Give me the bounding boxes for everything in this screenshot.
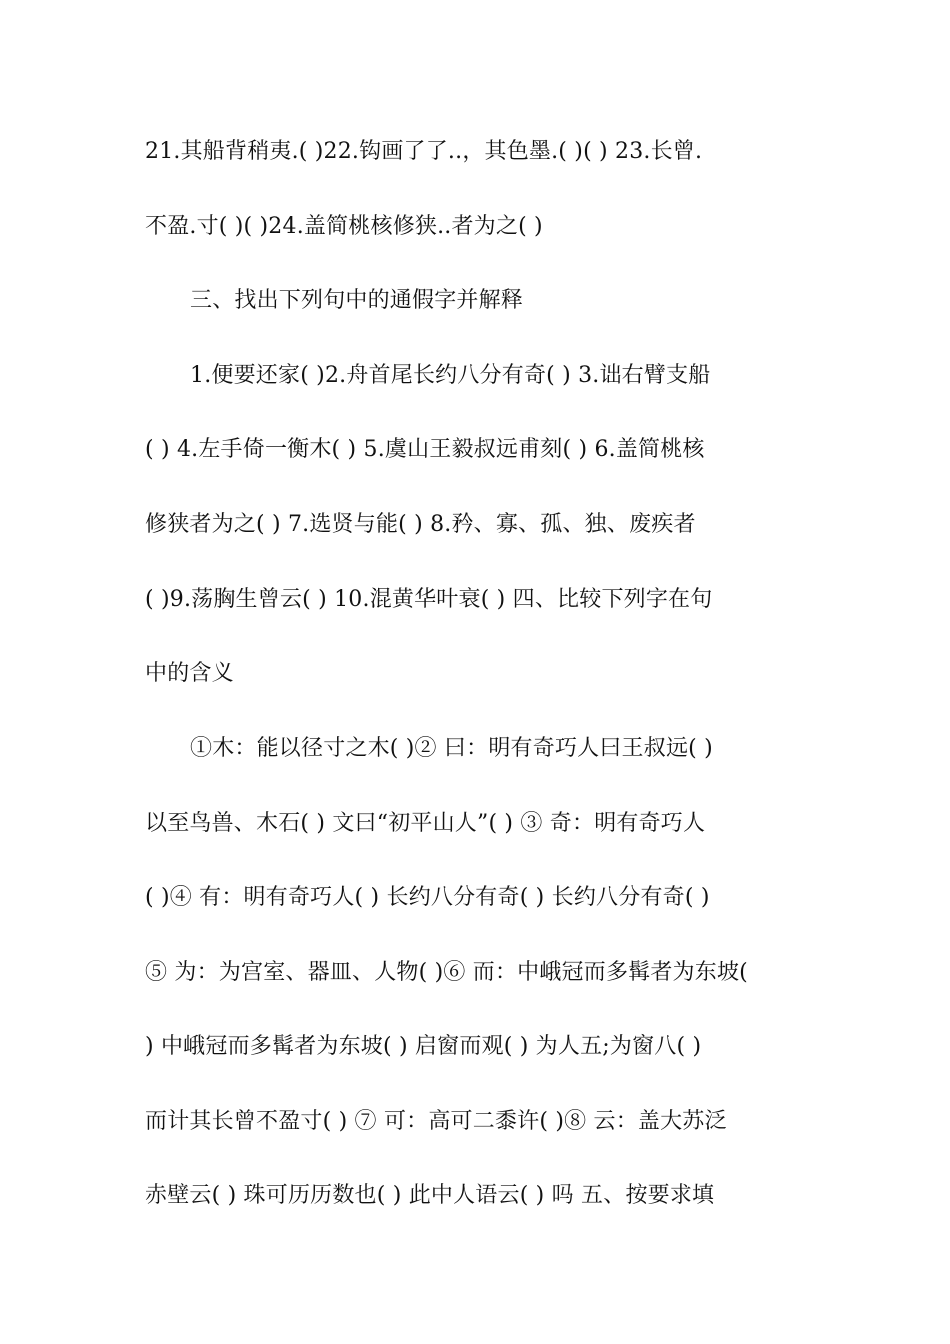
text-line: 不盈.寸( )( )24.盖简桃核修狭..者为之( ) — [145, 214, 543, 239]
text-line: ①木：能以径寸之木( )② 曰：明有奇巧人曰王叔远( ) — [190, 736, 713, 761]
text-line: ⑤ 为：为宫室、器皿、人物( )⑥ 而：中峨冠而多髯者为东坡( — [145, 960, 748, 985]
text-line: ( )④ 有：明有奇巧人( ) 长约八分有奇( ) 长约八分有奇( ) — [145, 885, 710, 910]
text-line: 修狭者为之( ) 7.选贤与能( ) 8.矜、寡、孤、独、废疾者 — [145, 512, 696, 537]
text-line: 1.便要还家( )2.舟首尾长约八分有奇( ) 3.诎右臂支船 — [190, 363, 711, 388]
text-line: 而计其长曾不盈寸( ) ⑦ 可：高可二黍许( )⑧ 云：盖大苏泛 — [145, 1109, 727, 1134]
text-line: 中的含义 — [145, 661, 234, 686]
text-line: ( ) 4.左手倚一衡木( ) 5.虞山王毅叔远甫刻( ) 6.盖简桃核 — [145, 437, 705, 462]
text-line: ) 中峨冠而多髯者为东坡( ) 启窗而观( ) 为人五;为窗八( ) — [145, 1034, 702, 1059]
text-line: 以至鸟兽、木石( ) 文曰“初平山人”( ) ③ 奇：明有奇巧人 — [145, 811, 706, 836]
text-line: 21.其船背稍夷.( )22.钩画了了..，其色墨.( )( ) 23.长曾. — [145, 139, 703, 164]
section-heading: 三、找出下列句中的通假字并解释 — [190, 288, 524, 313]
text-line: 赤壁云( ) 珠可历历数也( ) 此中人语云( ) 吗 五、按要求填 — [145, 1183, 715, 1208]
text-line: ( )9.荡胸生曾云( ) 10.混黄华叶衰( ) 四、比较下列字在句 — [145, 587, 713, 612]
